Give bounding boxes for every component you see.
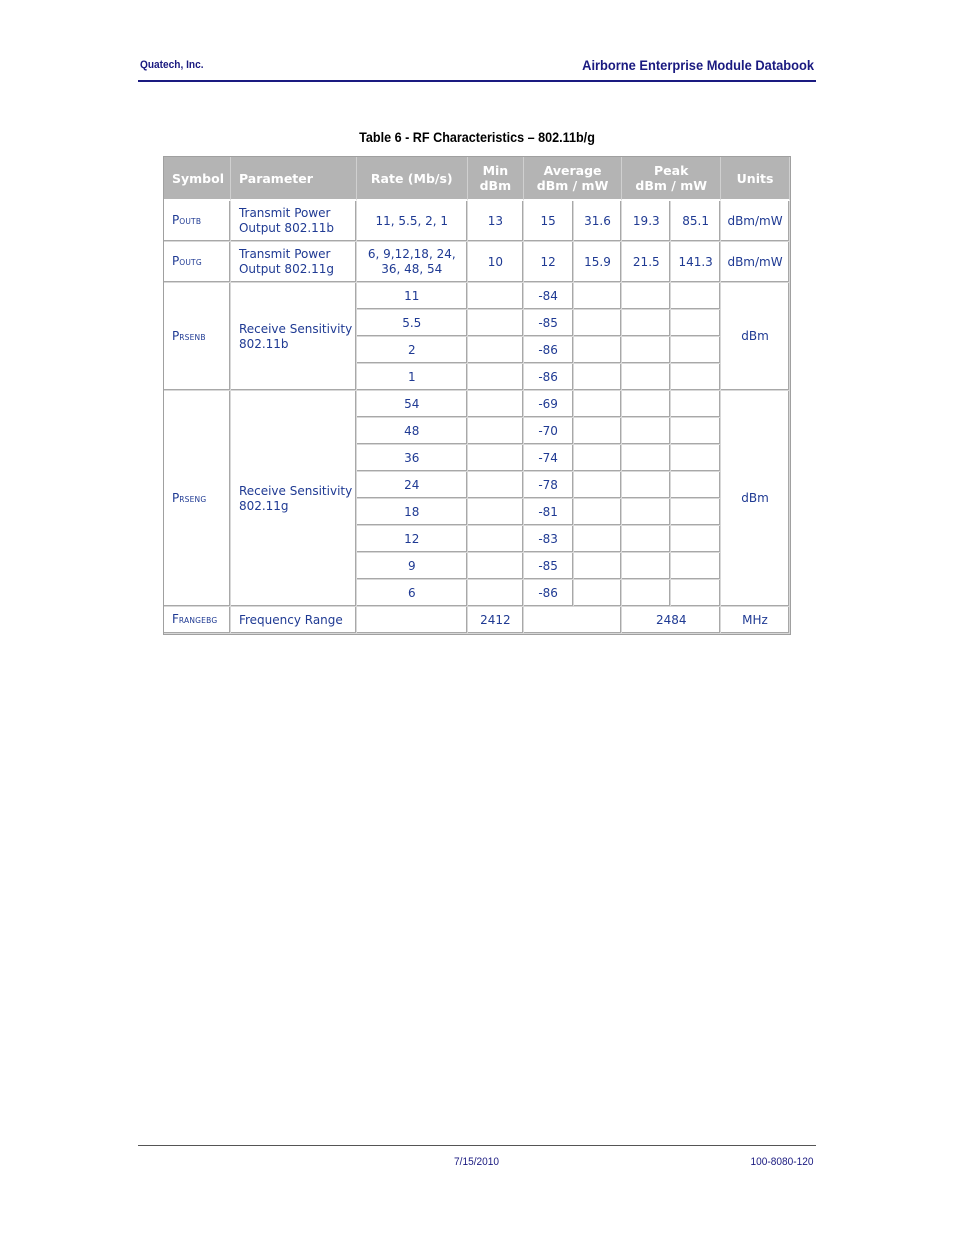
peak-mw-cell [671,445,721,472]
table-row-poutg [164,242,790,283]
table-row-poutb [164,201,790,242]
rate-cell: 6, 9,12,18, 24, 36, 48, 54 [357,242,468,283]
symbol-cell [164,607,231,634]
peak-dbm-cell [622,391,671,418]
header-average-unit: dBm / mW [536,178,609,193]
document-title: Airborne Enterprise Module Databook [582,57,814,73]
table-row-prseng [164,391,790,418]
rf-characteristics-table [163,156,791,635]
rate-cell: 36 [357,445,468,472]
avg-dbm-cell: 15 [524,201,574,242]
footer-date: 7/15/2010 [454,1156,500,1168]
units-cell: dBm/mW [721,242,790,283]
avg-mw-cell [574,445,623,472]
avg-mw-cell [574,472,623,499]
min-cell [468,472,524,499]
avg-mw-cell [574,391,623,418]
header-parameter: Parameter [231,157,357,201]
min-cell [468,499,524,526]
symbol-cell [164,391,231,607]
rate-cell: 11 [357,283,468,310]
peak-dbm-cell [622,310,671,337]
rate-cell: 48 [357,418,468,445]
min-cell [468,364,524,391]
avg-dbm-cell: -85 [524,310,574,337]
avg-mw-cell [574,337,623,364]
min-cell: 13 [468,201,524,242]
peak-dbm-cell [622,580,671,607]
avg-dbm-cell: -85 [524,553,574,580]
peak-dbm-cell: 19.3 [622,201,671,242]
company-name: Quatech, Inc. [140,59,204,71]
peak-mw-cell [671,391,721,418]
min-cell [468,391,524,418]
avg-dbm-cell: -70 [524,418,574,445]
peak-dbm-cell [622,472,671,499]
symbol-cell [164,201,231,242]
peak-mw-cell [671,580,721,607]
rate-cell: 5.5 [357,310,468,337]
avg-dbm-cell: -84 [524,283,574,310]
symbol-subscript: RANGEBG [178,616,218,625]
header-symbol: Symbol [164,157,231,201]
min-cell [468,445,524,472]
parameter-cell: Frequency Range [231,607,357,634]
peak-dbm-cell [622,499,671,526]
peak-mw-cell: 141.3 [671,242,721,283]
symbol-cell [164,242,231,283]
peak-mw-cell [671,364,721,391]
rate-cell: 54 [357,391,468,418]
symbol-subscript: OUTG [179,258,202,267]
parameter-cell: Transmit Power Output 802.11g [231,242,357,283]
peak-dbm-cell [622,445,671,472]
rate-cell: 12 [357,526,468,553]
peak-mw-cell [671,418,721,445]
min-cell [468,418,524,445]
peak-mw-cell [671,499,721,526]
rate-cell: 9 [357,553,468,580]
rate-cell: 1 [357,364,468,391]
header-rate: Rate (Mb/s) [357,157,468,201]
symbol-cell [164,283,231,391]
symbol-letter: F [172,612,179,626]
min-cell [468,337,524,364]
peak-mw-cell [671,310,721,337]
parameter-cell: Transmit Power Output 802.11b [231,201,357,242]
header-peak-unit: dBm / mW [635,178,708,193]
units-cell: MHz [721,607,790,634]
rate-cell: 24 [357,472,468,499]
avg-cell [524,607,623,634]
units-cell: dBm/mW [721,201,790,242]
peak-dbm-cell [622,526,671,553]
footer-doc-number: 100-8080-120 [750,1156,814,1168]
peak-dbm-cell [622,337,671,364]
avg-mw-cell [574,553,623,580]
peak-dbm-cell [622,418,671,445]
rate-cell: 18 [357,499,468,526]
peak-mw-cell [671,472,721,499]
min-cell [468,283,524,310]
avg-dbm-cell: 12 [524,242,574,283]
avg-dbm-cell: -69 [524,391,574,418]
symbol-letter: P [172,254,180,268]
peak-dbm-cell [622,283,671,310]
rate-cell [357,607,468,634]
avg-mw-cell [574,526,623,553]
min-cell: 10 [468,242,524,283]
avg-mw-cell: 15.9 [574,242,623,283]
peak-dbm-cell: 21.5 [622,242,671,283]
header-min-label: Min [482,163,509,178]
header-average-label: Average [543,163,602,178]
peak-mw-cell [671,553,721,580]
units-cell: dBm [721,283,790,391]
symbol-subscript: RSENB [179,332,206,342]
avg-mw-cell [574,310,623,337]
units-cell: dBm [721,391,790,607]
min-cell [468,553,524,580]
avg-dbm-cell: -86 [524,364,574,391]
peak-mw-cell [671,526,721,553]
avg-dbm-cell: -81 [524,499,574,526]
avg-dbm-cell: -74 [524,445,574,472]
avg-mw-cell: 31.6 [574,201,623,242]
peak-mw-cell: 85.1 [671,201,721,242]
peak-cell: 2484 [622,607,721,634]
peak-mw-cell [671,337,721,364]
min-cell [468,526,524,553]
avg-mw-cell [574,580,623,607]
rate-cell: 11, 5.5, 2, 1 [357,201,468,242]
symbol-letter: P [172,490,180,505]
table-header-row [164,157,790,201]
avg-mw-cell [574,364,623,391]
table-row-frange [164,607,790,634]
symbol-subscript: RSENG [179,494,207,504]
min-cell: 2412 [468,607,524,634]
parameter-cell: Receive Sensitivity 802.11g [231,391,357,607]
avg-mw-cell [574,499,623,526]
min-cell [468,310,524,337]
rate-cell: 6 [357,580,468,607]
avg-mw-cell [574,418,623,445]
avg-dbm-cell: -86 [524,337,574,364]
table-caption: Table 6 - RF Characteristics – 802.11b/g [359,129,595,145]
header-peak-label: Peak [654,163,689,178]
symbol-subscript: OUTB [179,217,202,226]
header-units: Units [721,157,790,201]
header-rule [138,80,816,82]
avg-dbm-cell: -78 [524,472,574,499]
footer-rule [138,1145,816,1146]
symbol-letter: P [172,213,180,227]
header-average [524,157,623,201]
min-cell [468,580,524,607]
header-min-unit: dBm [479,178,512,193]
parameter-cell: Receive Sensitivity 802.11b [231,283,357,391]
symbol-letter: P [172,328,180,343]
peak-mw-cell [671,283,721,310]
avg-mw-cell [574,283,623,310]
avg-dbm-cell: -83 [524,526,574,553]
avg-dbm-cell: -86 [524,580,574,607]
rate-cell: 2 [357,337,468,364]
peak-dbm-cell [622,364,671,391]
header-min [468,157,524,201]
peak-dbm-cell [622,553,671,580]
header-peak [622,157,721,201]
table-row-prsenb [164,283,790,310]
